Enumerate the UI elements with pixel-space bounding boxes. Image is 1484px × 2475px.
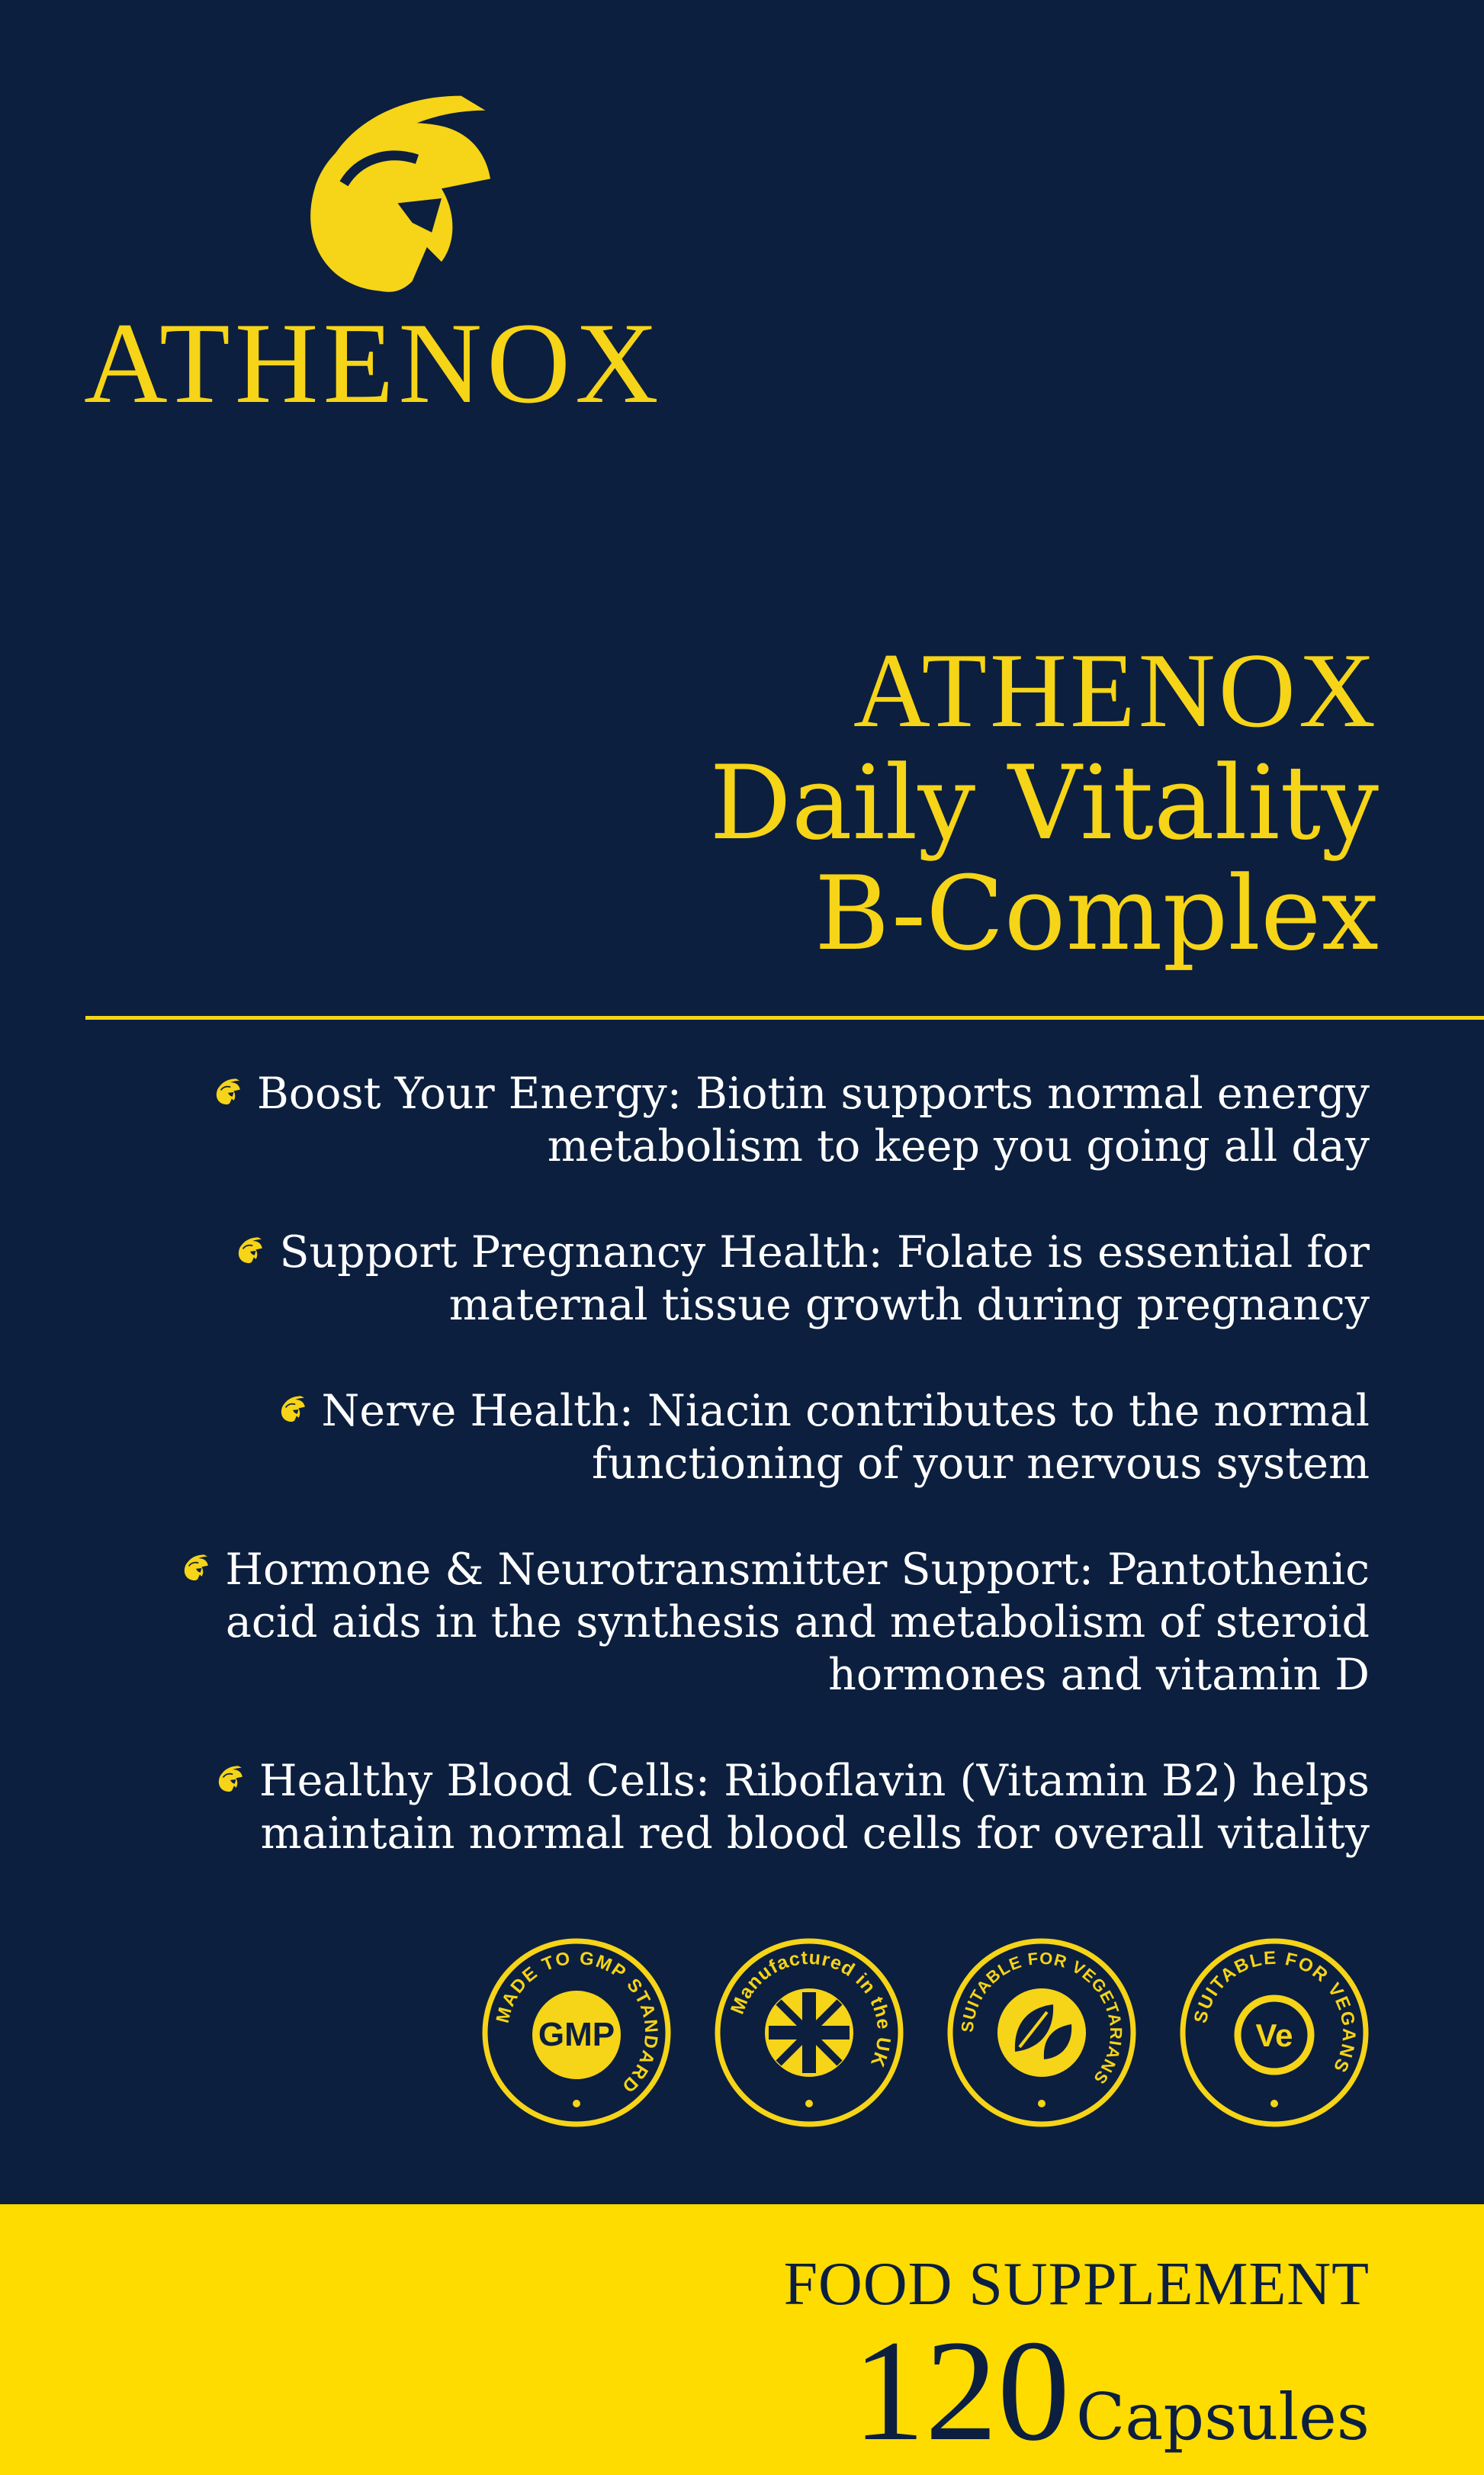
helmet-bullet-icon: [211, 1073, 243, 1111]
gmp-standard-badge: [481, 1937, 672, 2128]
vegan-label: Ve: [1255, 2017, 1293, 2053]
benefits-list: [134, 1068, 1370, 1914]
product-title: [709, 632, 1379, 973]
made-in-uk-badge: [714, 1937, 904, 2128]
badge-ring-text: Manufactured in the UK: [726, 1946, 895, 2071]
list-item: [134, 1544, 1370, 1702]
vegan-badge: [1179, 1937, 1370, 2128]
title-line-1: Daily Vitality: [709, 744, 1379, 863]
footer-band: [0, 2204, 1484, 2475]
divider: [85, 1016, 1484, 1020]
list-item: [134, 1755, 1370, 1860]
helmet-bullet-icon: [233, 1232, 265, 1270]
vegetarian-badge: [946, 1937, 1137, 2128]
brand-name: ATHENOX: [84, 299, 663, 427]
benefit-text: Hormone & Neurotransmitter Support: Pantothenic acid aids in the synthesis and metabolism of steroid hormones and vitamin D: [225, 1544, 1370, 1700]
badge-ring-text: MADE TO GMP STANDARD: [492, 1947, 662, 2098]
list-item: [134, 1226, 1370, 1332]
svg-text:SUITABLE FOR VEGANS: [1190, 1948, 1360, 2077]
list-item: [134, 1385, 1370, 1490]
count-unit: Capsules: [1075, 2380, 1370, 2454]
benefit-text: Nerve Health: Niacin contributes to the normal functioning of your nervous system: [321, 1386, 1370, 1489]
helmet-bullet-icon: [276, 1390, 308, 1429]
benefit-text: Boost Your Energy: Biotin supports normal energy metabolism to keep you going all day: [256, 1069, 1370, 1172]
gmp-label: GMP: [538, 2016, 615, 2053]
certification-badges: [481, 1937, 1370, 2128]
union-jack-icon: [765, 1988, 853, 2077]
list-item: [134, 1068, 1370, 1173]
food-supplement-label: FOOD SUPPLEMENT: [783, 2251, 1370, 2318]
title-line-2: B-Complex: [814, 853, 1379, 973]
leaf-icon: [997, 1988, 1086, 2077]
helmet-bullet-icon: [179, 1549, 211, 1587]
benefit-text: Support Pregnancy Health: Folate is essential for maternal tissue growth during pregnancy: [279, 1227, 1370, 1330]
helmet-bullet-icon: [214, 1760, 246, 1798]
benefit-text: Healthy Blood Cells: Riboflavin (Vitamin B2) helps maintain normal red blood cells for overall vitality: [259, 1756, 1370, 1859]
badge-ring-text: SUITABLE FOR VEGANS: [1190, 1947, 1360, 2077]
capsule-count: [852, 2311, 1370, 2471]
badge-ring-text: SUITABLE FOR VEGETARIANS: [957, 1948, 1126, 2088]
count-number: 120: [852, 2311, 1070, 2471]
title-brand: ATHENOX: [853, 632, 1379, 750]
spartan-helmet-icon: [244, 76, 541, 320]
